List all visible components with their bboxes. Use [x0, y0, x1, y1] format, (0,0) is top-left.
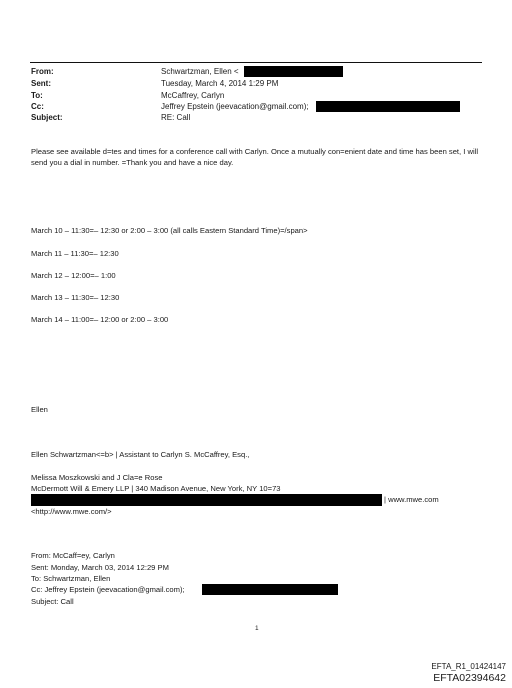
footer-id-small: EFTA_R1_01424147: [431, 662, 506, 671]
cc-value: Jeffrey Epstein (jeevacation@gmail.com);: [161, 102, 309, 111]
signature-line-3: McDermott Will & Emery LLP | 340 Madison Avenue, New York, NY 10=73: [31, 484, 281, 493]
time-slot-5: March 14 – 11:00=– 12:00 or 2:00 – 3:00: [31, 315, 169, 324]
from-label: From:: [31, 67, 54, 76]
time-slot-1: March 10 – 11:30=– 12:30 or 2:00 – 3:00 (all calls Eastern Standard Time)=/span>: [31, 226, 308, 235]
redaction-quoted-cc: [202, 584, 338, 595]
time-slot-2: March 11 – 11:30=– 12:30: [31, 249, 119, 258]
body-paragraph: Please see available d=tes and times for a conference call with Carlyn. Once a mutually con=enient date and time has been set, I will send you a dial in number. =Thank you and have a nice day.: [31, 147, 479, 167]
quoted-to: To: Schwartzman, Ellen: [31, 574, 111, 583]
redaction-signature: [31, 494, 382, 506]
subject-label: Subject:: [31, 113, 63, 122]
quoted-subject: Subject: Call: [31, 597, 74, 606]
to-label: To:: [31, 91, 43, 100]
sent-label: Sent:: [31, 79, 51, 88]
subject-value: RE: Call: [161, 113, 191, 122]
quoted-from: From: McCaff=ey, Carlyn: [31, 551, 115, 560]
footer-id-large: EFTA02394642: [433, 672, 506, 684]
signature-website: | www.mwe.com: [384, 495, 439, 504]
quoted-sent: Sent: Monday, March 03, 2014 12:29 PM: [31, 563, 169, 572]
time-slot-3: March 12 – 12:00=– 1:00: [31, 271, 116, 280]
sign-off-name: Ellen: [31, 405, 48, 414]
signature-url: <http://www.mwe.com/>: [31, 507, 112, 516]
header-rule: [30, 62, 482, 63]
signature-line-1: Ellen Schwartzman<=b> | Assistant to Carlyn S. McCaffrey, Esq.,: [31, 450, 250, 459]
page-number: 1: [255, 625, 259, 632]
to-value: McCaffrey, Carlyn: [161, 91, 225, 100]
redaction-cc: [316, 101, 460, 112]
quoted-cc: Cc: Jeffrey Epstein (jeevacation@gmail.com);: [31, 585, 185, 594]
redaction-from-email: [244, 66, 343, 77]
cc-label: Cc:: [31, 102, 44, 111]
time-slot-4: March 13 – 11:30=– 12:30: [31, 293, 120, 302]
signature-line-2: Melissa Moszkowski and J Cla=e Rose: [31, 473, 163, 482]
sent-value: Tuesday, March 4, 2014 1:29 PM: [161, 79, 279, 88]
from-value: Schwartzman, Ellen <: [161, 67, 239, 76]
